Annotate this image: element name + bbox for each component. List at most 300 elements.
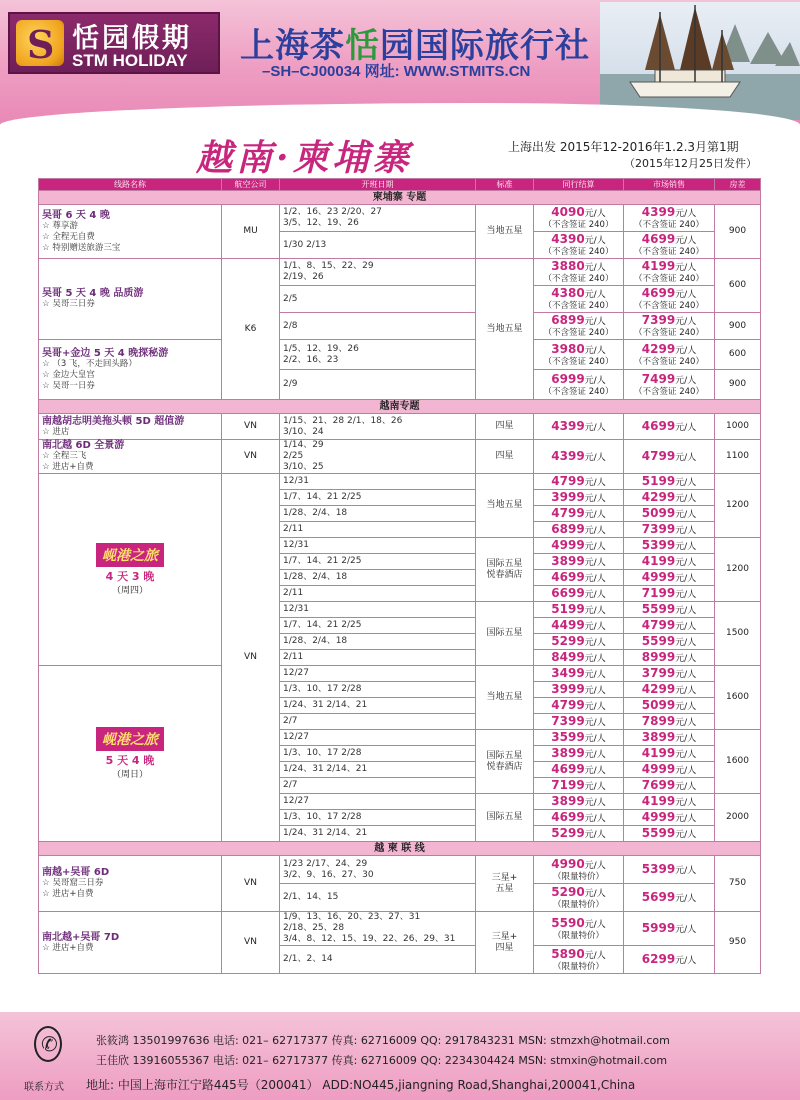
airline-cell: VN	[222, 440, 280, 474]
price-unit: 元/人	[675, 866, 697, 876]
price-value: 3980	[551, 341, 585, 356]
price-value: 4799	[551, 474, 585, 488]
price-cell	[534, 602, 624, 618]
standard-cell: 国际五星 悦春酒店	[476, 538, 534, 602]
table-body	[39, 191, 761, 974]
standard-cell: 三星+ 五星	[476, 856, 534, 912]
price-value: 7399	[551, 714, 585, 728]
price-unit: 元/人	[584, 236, 606, 246]
price-value: 4299	[641, 490, 676, 504]
agency-name-accent: 恬	[345, 26, 380, 66]
price-cell	[534, 946, 624, 974]
price-value: 3880	[551, 259, 585, 273]
price-note: （限量特价）	[552, 899, 604, 910]
price-value: 5599	[641, 634, 676, 648]
price-cell	[624, 506, 715, 522]
price-value: 3999	[551, 682, 585, 696]
price-value: 5590	[551, 915, 585, 930]
dates-cell: 1/9、13、16、20、23、27、31 2/18、25、28 3/4、8、12、15、19、22、26、29、31	[280, 912, 476, 946]
price-line	[537, 554, 620, 569]
price-value: 4799	[641, 449, 676, 463]
section-title: 柬埔寨 专题	[39, 191, 761, 205]
price-line	[537, 885, 620, 900]
price-value: 5099	[641, 698, 676, 712]
price-unit: 元/人	[675, 814, 697, 824]
dates-cell: 1/24、31 2/14、21	[280, 826, 476, 842]
dates-cell: 1/5、12、19、26 2/2、16、23	[280, 340, 476, 370]
price-cell	[534, 826, 624, 842]
price-cell	[624, 762, 715, 778]
price-line	[537, 947, 620, 962]
price-cell	[624, 884, 715, 912]
standard-cell: 国际五星 悦春酒店	[476, 730, 534, 794]
route-feature: ☆ 进店+自费	[42, 462, 94, 472]
price-unit: 元/人	[675, 798, 697, 808]
col-header-room-supplement: 房差	[715, 179, 761, 191]
phone-icon: ✆	[34, 1026, 62, 1062]
price-value: 4999	[641, 810, 676, 824]
dates-cell: 12/31	[280, 602, 476, 618]
price-cell	[624, 602, 715, 618]
price-value: 4299	[641, 341, 676, 356]
price-cell	[534, 810, 624, 826]
price-unit: 元/人	[675, 590, 697, 600]
price-line	[627, 730, 711, 745]
airline-cell: VN	[222, 856, 280, 912]
price-line	[627, 586, 711, 601]
price-value: 4699	[551, 762, 585, 776]
price-cell	[534, 618, 624, 634]
price-unit: 元/人	[675, 494, 697, 504]
room-cell: 950	[715, 912, 761, 974]
junk-boat-photo	[600, 2, 800, 120]
dates-cell: 1/24、31 2/14、21	[280, 698, 476, 714]
route-name: 南北越 6D 全景游	[42, 440, 125, 451]
price-value: 4499	[551, 618, 585, 632]
route-feature: ☆ 吴哥三日券	[42, 299, 95, 309]
dates-cell: 2/7	[280, 714, 476, 730]
price-unit: 元/人	[584, 590, 606, 600]
price-cell	[624, 746, 715, 762]
price-unit: 元/人	[675, 894, 697, 904]
price-line	[627, 522, 711, 537]
dates-cell: 2/7	[280, 778, 476, 794]
price-unit: 元/人	[675, 510, 697, 520]
price-line	[537, 857, 620, 872]
price-unit: 元/人	[584, 734, 606, 744]
price-line	[627, 286, 711, 301]
price-note: （不含签证 240）	[543, 301, 614, 311]
price-cell	[534, 490, 624, 506]
price-line	[627, 746, 711, 761]
dates-cell: 1/14、29 2/25 3/10、25	[280, 440, 476, 474]
price-unit: 元/人	[584, 718, 606, 728]
airline-cell: VN	[222, 912, 280, 974]
price-unit: 元/人	[675, 702, 697, 712]
price-value: 3999	[551, 490, 585, 504]
price-note: （不含签证 240）	[634, 247, 704, 257]
col-header-airline: 航空公司	[222, 179, 280, 191]
price-line	[537, 746, 620, 761]
price-value: 5199	[641, 474, 676, 488]
price-unit: 元/人	[675, 574, 697, 584]
price-line	[537, 449, 620, 464]
dates-cell: 2/11	[280, 650, 476, 666]
dates-cell: 1/30 2/13	[280, 232, 476, 259]
route-cell	[39, 340, 222, 400]
price-value: 6999	[551, 371, 585, 386]
price-unit: 元/人	[584, 798, 606, 808]
dates-cell: 1/15、21、28 2/1、18、26 3/10、24	[280, 414, 476, 440]
dates-cell: 1/1、8、15、22、29 2/19、26	[280, 259, 476, 286]
dates-cell: 2/9	[280, 370, 476, 400]
price-note: （不含签证 240）	[543, 220, 614, 230]
danang-tag: 岘港之旅	[96, 543, 164, 567]
table-row	[39, 912, 761, 946]
price-cell	[624, 946, 715, 974]
price-unit: 元/人	[584, 622, 606, 632]
price-value: 3899	[551, 554, 585, 568]
price-line	[537, 506, 620, 521]
page-footer	[0, 1012, 800, 1100]
page-header	[0, 0, 800, 125]
price-value: 4399	[551, 449, 585, 463]
price-cell	[624, 810, 715, 826]
room-cell: 600	[715, 259, 761, 313]
route-name: 南越胡志明美拖头顿 5D 超值游	[42, 415, 185, 427]
price-cell	[534, 474, 624, 490]
price-line	[627, 538, 711, 553]
standard-cell: 国际五星	[476, 602, 534, 666]
price-cell	[624, 586, 715, 602]
route-name: 南越+吴哥 6D	[42, 867, 110, 878]
room-cell: 1600	[715, 730, 761, 794]
danang-tag: 岘港之旅	[96, 727, 164, 751]
price-line	[627, 570, 711, 585]
table-header-row	[39, 179, 761, 191]
price-unit: 元/人	[675, 782, 697, 792]
price-line	[627, 474, 711, 489]
address-line: 地址: 中国上海市江宁路445号（200041） ADD:NO445,jiangning Road,Shanghai,200041,China	[86, 1078, 636, 1092]
price-unit: 元/人	[584, 375, 606, 386]
price-unit: 元/人	[675, 542, 697, 552]
price-line	[627, 666, 711, 681]
price-unit: 元/人	[584, 860, 606, 871]
route-cell	[39, 259, 222, 340]
price-unit: 元/人	[584, 670, 606, 680]
price-cell	[624, 666, 715, 682]
price-note: （不含签证 240）	[543, 356, 614, 367]
price-unit: 元/人	[584, 888, 606, 899]
route-name: 吴哥 6 天 4 晚	[42, 209, 110, 221]
price-value: 3899	[641, 730, 676, 744]
price-value: 5399	[641, 862, 676, 876]
standard-cell: 当地五星	[476, 666, 534, 730]
price-value: 4090	[551, 205, 585, 219]
price-cell	[624, 370, 715, 400]
route-feature: ☆ 进店+自费	[42, 942, 94, 953]
trip-departure-day: （周四）	[111, 585, 148, 596]
price-value: 5599	[641, 602, 676, 616]
price-line	[627, 698, 711, 713]
price-cell	[624, 205, 715, 232]
price-unit: 元/人	[675, 925, 697, 935]
price-line	[537, 618, 620, 633]
price-unit: 元/人	[584, 558, 606, 568]
price-unit: 元/人	[675, 622, 697, 632]
price-unit: 元/人	[584, 750, 606, 760]
price-value: 4199	[641, 794, 676, 808]
price-cell	[624, 634, 715, 650]
price-unit: 元/人	[675, 686, 697, 696]
price-line	[627, 259, 711, 274]
price-cell	[624, 440, 715, 474]
price-cell	[534, 762, 624, 778]
price-value: 4380	[551, 286, 585, 300]
contact-label: 联系方式	[24, 1082, 64, 1093]
price-value: 5699	[641, 890, 676, 904]
table-row	[39, 440, 761, 474]
price-line	[627, 342, 711, 357]
price-unit: 元/人	[584, 526, 606, 536]
airline-cell: K6	[222, 259, 280, 400]
price-line	[627, 554, 711, 569]
price-cell	[534, 698, 624, 714]
price-line	[537, 205, 620, 220]
price-cell	[534, 730, 624, 746]
price-note: （不含签证 240）	[634, 274, 704, 284]
route-feature: ☆ 特别赠送旅游三宝	[42, 242, 121, 253]
price-note: （限量特价）	[552, 930, 604, 941]
standard-cell: 当地五星	[476, 474, 534, 538]
room-cell: 1200	[715, 538, 761, 602]
price-line	[627, 794, 711, 809]
price-value: 8499	[551, 650, 585, 664]
price-cell	[624, 714, 715, 730]
room-cell: 900	[715, 370, 761, 400]
price-cell	[624, 730, 715, 746]
standard-cell: 四星	[476, 440, 534, 474]
price-unit: 元/人	[675, 766, 697, 776]
price-unit: 元/人	[675, 317, 697, 327]
price-unit: 元/人	[584, 766, 606, 776]
route-feature: ☆ 吴哥一日券	[42, 380, 95, 391]
price-value: 4199	[641, 746, 676, 760]
dates-cell: 1/23 2/17、24、29 3/2、9、16、27、30	[280, 856, 476, 884]
price-cell	[534, 634, 624, 650]
price-value: 7699	[641, 778, 676, 792]
price-cell	[624, 340, 715, 370]
price-value: 4990	[551, 856, 585, 871]
price-note: （不含签证 240）	[634, 356, 704, 367]
price-value: 5999	[641, 921, 676, 935]
dates-cell: 1/28、2/4、18	[280, 506, 476, 522]
dates-cell: 2/5	[280, 286, 476, 313]
price-line	[537, 342, 620, 357]
price-line	[537, 259, 620, 274]
price-unit: 元/人	[675, 670, 697, 680]
price-value: 4699	[641, 286, 676, 300]
price-line	[627, 419, 711, 434]
price-cell	[534, 666, 624, 682]
price-value: 4799	[551, 698, 585, 712]
route-name: 吴哥+金边 5 天 4 晚探秘游	[42, 347, 169, 359]
price-line	[537, 570, 620, 585]
logo-s-icon: S	[16, 20, 64, 66]
airline-cell: VN	[222, 474, 280, 842]
price-line	[627, 826, 711, 841]
dates-cell: 12/27	[280, 666, 476, 682]
standard-cell: 四星	[476, 414, 534, 440]
dates-cell: 1/3、10、17 2/28	[280, 682, 476, 698]
price-cell	[534, 912, 624, 946]
agency-name-part: 上海茶	[240, 26, 345, 66]
price-value: 5299	[551, 634, 585, 648]
price-line	[537, 490, 620, 505]
price-unit: 元/人	[675, 750, 697, 760]
price-note: （限量特价）	[552, 871, 604, 882]
route-feature: ☆ 尊享游	[42, 220, 78, 231]
price-cell	[534, 794, 624, 810]
price-unit: 元/人	[584, 494, 606, 504]
price-unit: 元/人	[675, 654, 697, 664]
price-line	[627, 372, 711, 387]
price-cell	[534, 286, 624, 313]
price-value: 4199	[641, 554, 676, 568]
dates-cell: 1/28、2/4、18	[280, 634, 476, 650]
price-value: 4999	[551, 538, 585, 552]
price-value: 5290	[551, 884, 585, 899]
price-cell	[624, 794, 715, 810]
price-value: 6899	[551, 313, 585, 327]
price-unit: 元/人	[584, 638, 606, 648]
price-note: （不含签证 240）	[634, 328, 704, 338]
trip-departure-day: （周日）	[111, 769, 148, 780]
price-line	[537, 474, 620, 489]
room-cell: 1200	[715, 474, 761, 538]
price-note: （不含签证 240）	[543, 328, 614, 338]
contact-line-2: 王佳欣 13916055367 电话: 021– 62717377 传真: 62716009 QQ: 2234304424 MSN: stmxin@hotmail.com	[96, 1054, 668, 1067]
price-unit: 元/人	[584, 654, 606, 664]
price-line	[537, 313, 620, 328]
dates-cell: 1/3、10、17 2/28	[280, 746, 476, 762]
price-value: 7399	[641, 313, 676, 327]
price-cell	[534, 370, 624, 400]
price-line	[537, 634, 620, 649]
route-name: 南北越+吴哥 7D	[42, 931, 120, 943]
price-cell	[624, 414, 715, 440]
price-cell	[534, 778, 624, 794]
price-unit: 元/人	[584, 345, 606, 356]
price-value: 4399	[641, 205, 676, 219]
price-line	[537, 232, 620, 247]
price-value: 5399	[641, 538, 676, 552]
price-cell	[534, 522, 624, 538]
price-line	[627, 778, 711, 793]
price-line	[627, 952, 711, 967]
dates-cell: 1/3、10、17 2/28	[280, 810, 476, 826]
price-value: 4799	[551, 506, 585, 520]
price-value: 5890	[551, 946, 585, 961]
dates-cell: 1/28、2/4、18	[280, 570, 476, 586]
price-unit: 元/人	[584, 574, 606, 584]
danang-route-cell	[39, 474, 222, 666]
price-line	[537, 286, 620, 301]
price-cell	[624, 826, 715, 842]
dates-cell: 2/11	[280, 586, 476, 602]
issue-date: （2015年12月25日发件）	[624, 157, 757, 170]
room-cell: 750	[715, 856, 761, 912]
price-line	[537, 372, 620, 387]
route-feature: ☆ 全程无自费	[42, 231, 95, 242]
airline-cell: MU	[222, 205, 280, 259]
route-feature: ☆ 全程三飞	[42, 451, 87, 461]
col-header-trade-price: 同行结算	[534, 179, 624, 191]
price-value: 4699	[551, 570, 585, 584]
price-unit: 元/人	[675, 423, 697, 433]
price-line	[627, 602, 711, 617]
price-note: （不含签证 240）	[543, 247, 614, 257]
danang-route-cell	[39, 666, 222, 842]
price-cell	[624, 474, 715, 490]
price-cell	[624, 286, 715, 313]
price-cell	[624, 912, 715, 946]
price-value: 6899	[551, 522, 585, 536]
table-row	[39, 259, 761, 286]
price-unit: 元/人	[675, 638, 697, 648]
price-unit: 元/人	[675, 263, 697, 273]
price-line	[537, 586, 620, 601]
price-unit: 元/人	[584, 542, 606, 552]
price-table	[38, 178, 761, 974]
price-line	[537, 714, 620, 729]
price-line	[537, 826, 620, 841]
price-value: 4390	[551, 232, 585, 246]
price-cell	[534, 682, 624, 698]
dates-cell: 1/7、14、21 2/25	[280, 618, 476, 634]
price-value: 5199	[551, 602, 585, 616]
price-line	[627, 810, 711, 825]
price-unit: 元/人	[675, 453, 697, 463]
route-cell	[39, 205, 222, 259]
trip-duration: 4 天 3 晚	[105, 569, 155, 583]
price-line	[537, 778, 620, 793]
room-cell: 1600	[715, 666, 761, 730]
price-cell	[534, 570, 624, 586]
price-unit: 元/人	[584, 950, 606, 961]
price-unit: 元/人	[675, 526, 697, 536]
price-cell	[534, 714, 624, 730]
price-line	[627, 232, 711, 247]
price-line	[537, 666, 620, 681]
price-cell	[534, 856, 624, 884]
price-cell	[534, 650, 624, 666]
dates-cell: 12/31	[280, 474, 476, 490]
price-value: 4699	[551, 810, 585, 824]
price-value: 7499	[641, 371, 676, 386]
table-row	[39, 474, 761, 490]
price-line	[537, 916, 620, 931]
route-title: 越南·柬埔寨	[196, 137, 413, 179]
dates-cell: 12/31	[280, 538, 476, 554]
price-line	[627, 682, 711, 697]
price-cell	[534, 232, 624, 259]
price-unit: 元/人	[675, 734, 697, 744]
price-line	[537, 698, 620, 713]
price-line	[627, 650, 711, 665]
brand-name-cn: 恬园假期	[72, 23, 192, 54]
price-unit: 元/人	[584, 782, 606, 792]
